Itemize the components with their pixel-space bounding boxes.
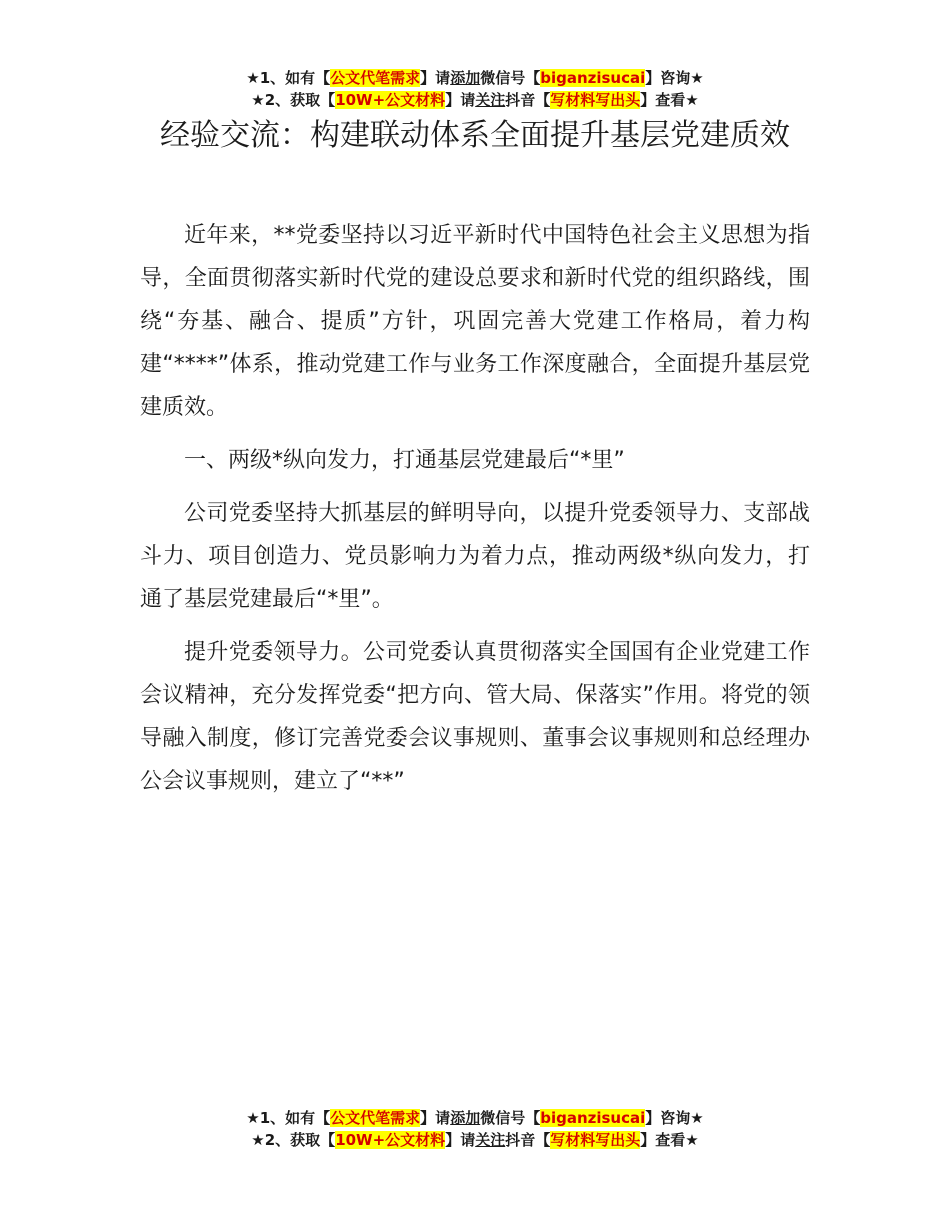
notice-line-2: ★2、获取【10W+公文材料】请关注抖音【写材料写出头】查看★ [251, 1131, 699, 1149]
paragraph-intro: 近年来，**党委坚持以习近平新时代中国特色社会主义思想为指导，全面贯彻落实新时代党的建设总要求和新时代党的组织路线，围绕“夯基、融合、提质”方针，巩固完善大党建工作格局，着力构建“****”体系，推动党建工作与业务工作深度融合，全面提升基层党建质效。 [140, 223, 810, 420]
header-notice [0, 67, 950, 111]
highlight-materials: 10W+公文材料 [335, 1131, 446, 1149]
highlight-materials: 10W+公文材料 [335, 91, 446, 109]
notice-line-2: ★2、获取【10W+公文材料】请关注抖音【写材料写出头】查看★ [251, 91, 699, 109]
highlight-douyin: 写材料写出头 [550, 1131, 641, 1149]
paragraph-section-intro: 公司党委坚持大抓基层的鲜明导向，以提升党委领导力、支部战斗力、项目创造力、党员影响力为着力点，推动两级*纵向发力，打通了基层党建最后“*里”。 [140, 501, 810, 612]
highlight-wechat-id: biganzisucai [540, 69, 646, 87]
paragraph-leadership: 提升党委领导力。公司党委认真贯彻落实全国国有企业党建工作会议精神，充分发挥党委“把方向、管大局、保落实”作用。将党的领导融入制度，修订完善党委会议事规则、董事会议事规则和总经理办公会议事规则，建立了“**” [140, 640, 810, 794]
highlight-ghostwriting: 公文代笔需求 [330, 1109, 421, 1127]
notice-line-1: ★1、如有【公文代笔需求】请添加微信号【biganzisucai】咨询★ [246, 69, 704, 87]
document-title: 经验交流：构建联动体系全面提升基层党建质效 [160, 118, 790, 153]
footer-notice [0, 1107, 950, 1151]
notice-line-1: ★1、如有【公文代笔需求】请添加微信号【biganzisucai】咨询★ [246, 1109, 704, 1127]
highlight-douyin: 写材料写出头 [550, 91, 641, 109]
section-heading: 一、两级*纵向发力，打通基层党建最后“*里” [184, 448, 625, 473]
highlight-ghostwriting: 公文代笔需求 [330, 69, 421, 87]
highlight-wechat-id: biganzisucai [540, 1109, 646, 1127]
document-body [140, 214, 810, 813]
